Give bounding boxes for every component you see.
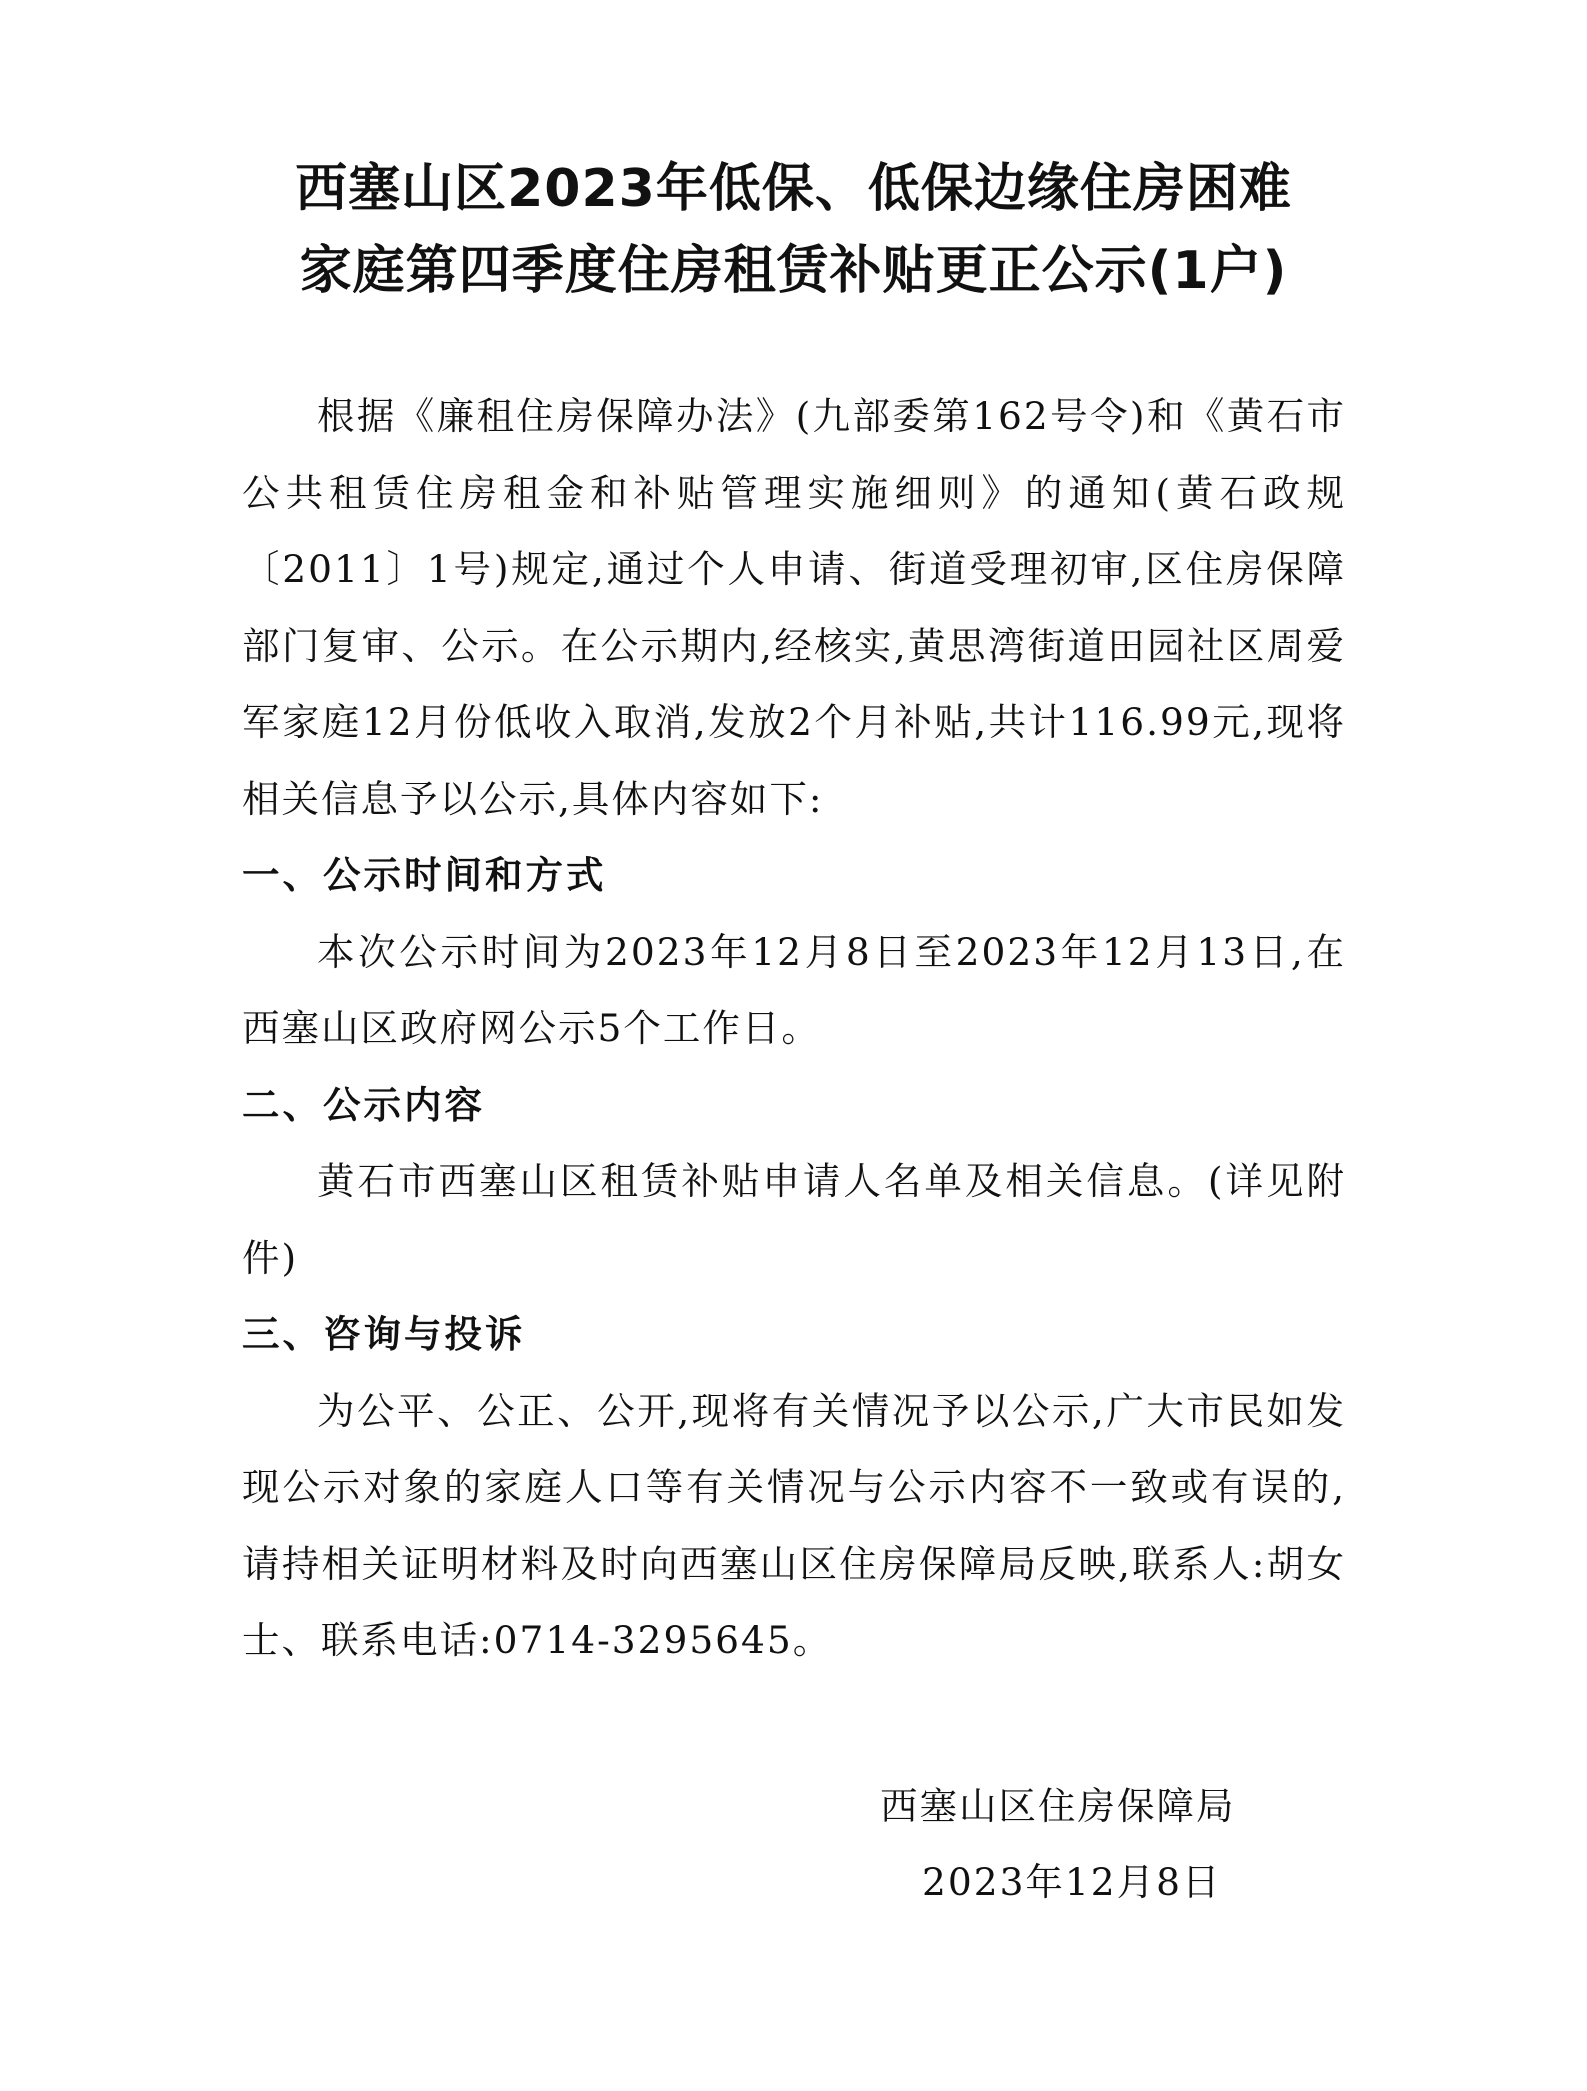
signature-block [860, 1768, 1320, 1920]
document-body [242, 378, 1346, 1679]
section-heading-consult-complaint: 三、咨询与投诉 [242, 1312, 526, 1356]
section-text-content: 黄石市西塞山区租赁补贴申请人名单及相关信息。(详见附件) [242, 1159, 1346, 1280]
signature-date: 2023年12月8日 [922, 1860, 1222, 1904]
section-heading-content: 二、公示内容 [242, 1082, 485, 1127]
document-title [200, 148, 1387, 312]
title-line-1: 西塞山区2023年低保、低保边缘住房困难 [295, 159, 1292, 219]
section-heading-time-method: 一、公示时间和方式 [242, 853, 607, 897]
intro-paragraph: 根据《廉租住房保障办法》(九部委第162号令)和《黄石市公共租赁住房租金和补贴管理实施细则》的通知(黄石政规〔2011〕1号)规定,通过个人申请、街道受理初审,区住房保障部门复审、公示。在公示期内,经核实,黄思湾街道田园社区周爱军家庭12月份低收入取消,发放2个月补贴,共计116.99元,现将相关信息予以公示,具体内容如下: [242, 394, 1346, 821]
section-text-consult-complaint: 为公平、公正、公开,现将有关情况予以公示,广大市民如发现公示对象的家庭人口等有关情况与公示内容不一致或有误的,请持相关证明材料及时向西塞山区住房保障局反映,联系人:胡女士、联系电话:0714-3295645。 [242, 1388, 1346, 1662]
signature-organization: 西塞山区住房保障局 [880, 1784, 1236, 1828]
section-text-time-method: 本次公示时间为2023年12月8日至2023年12月13日,在西塞山区政府网公示5个工作日。 [242, 929, 1346, 1050]
title-line-2: 家庭第四季度住房租赁补贴更正公示(1户) [299, 241, 1288, 301]
